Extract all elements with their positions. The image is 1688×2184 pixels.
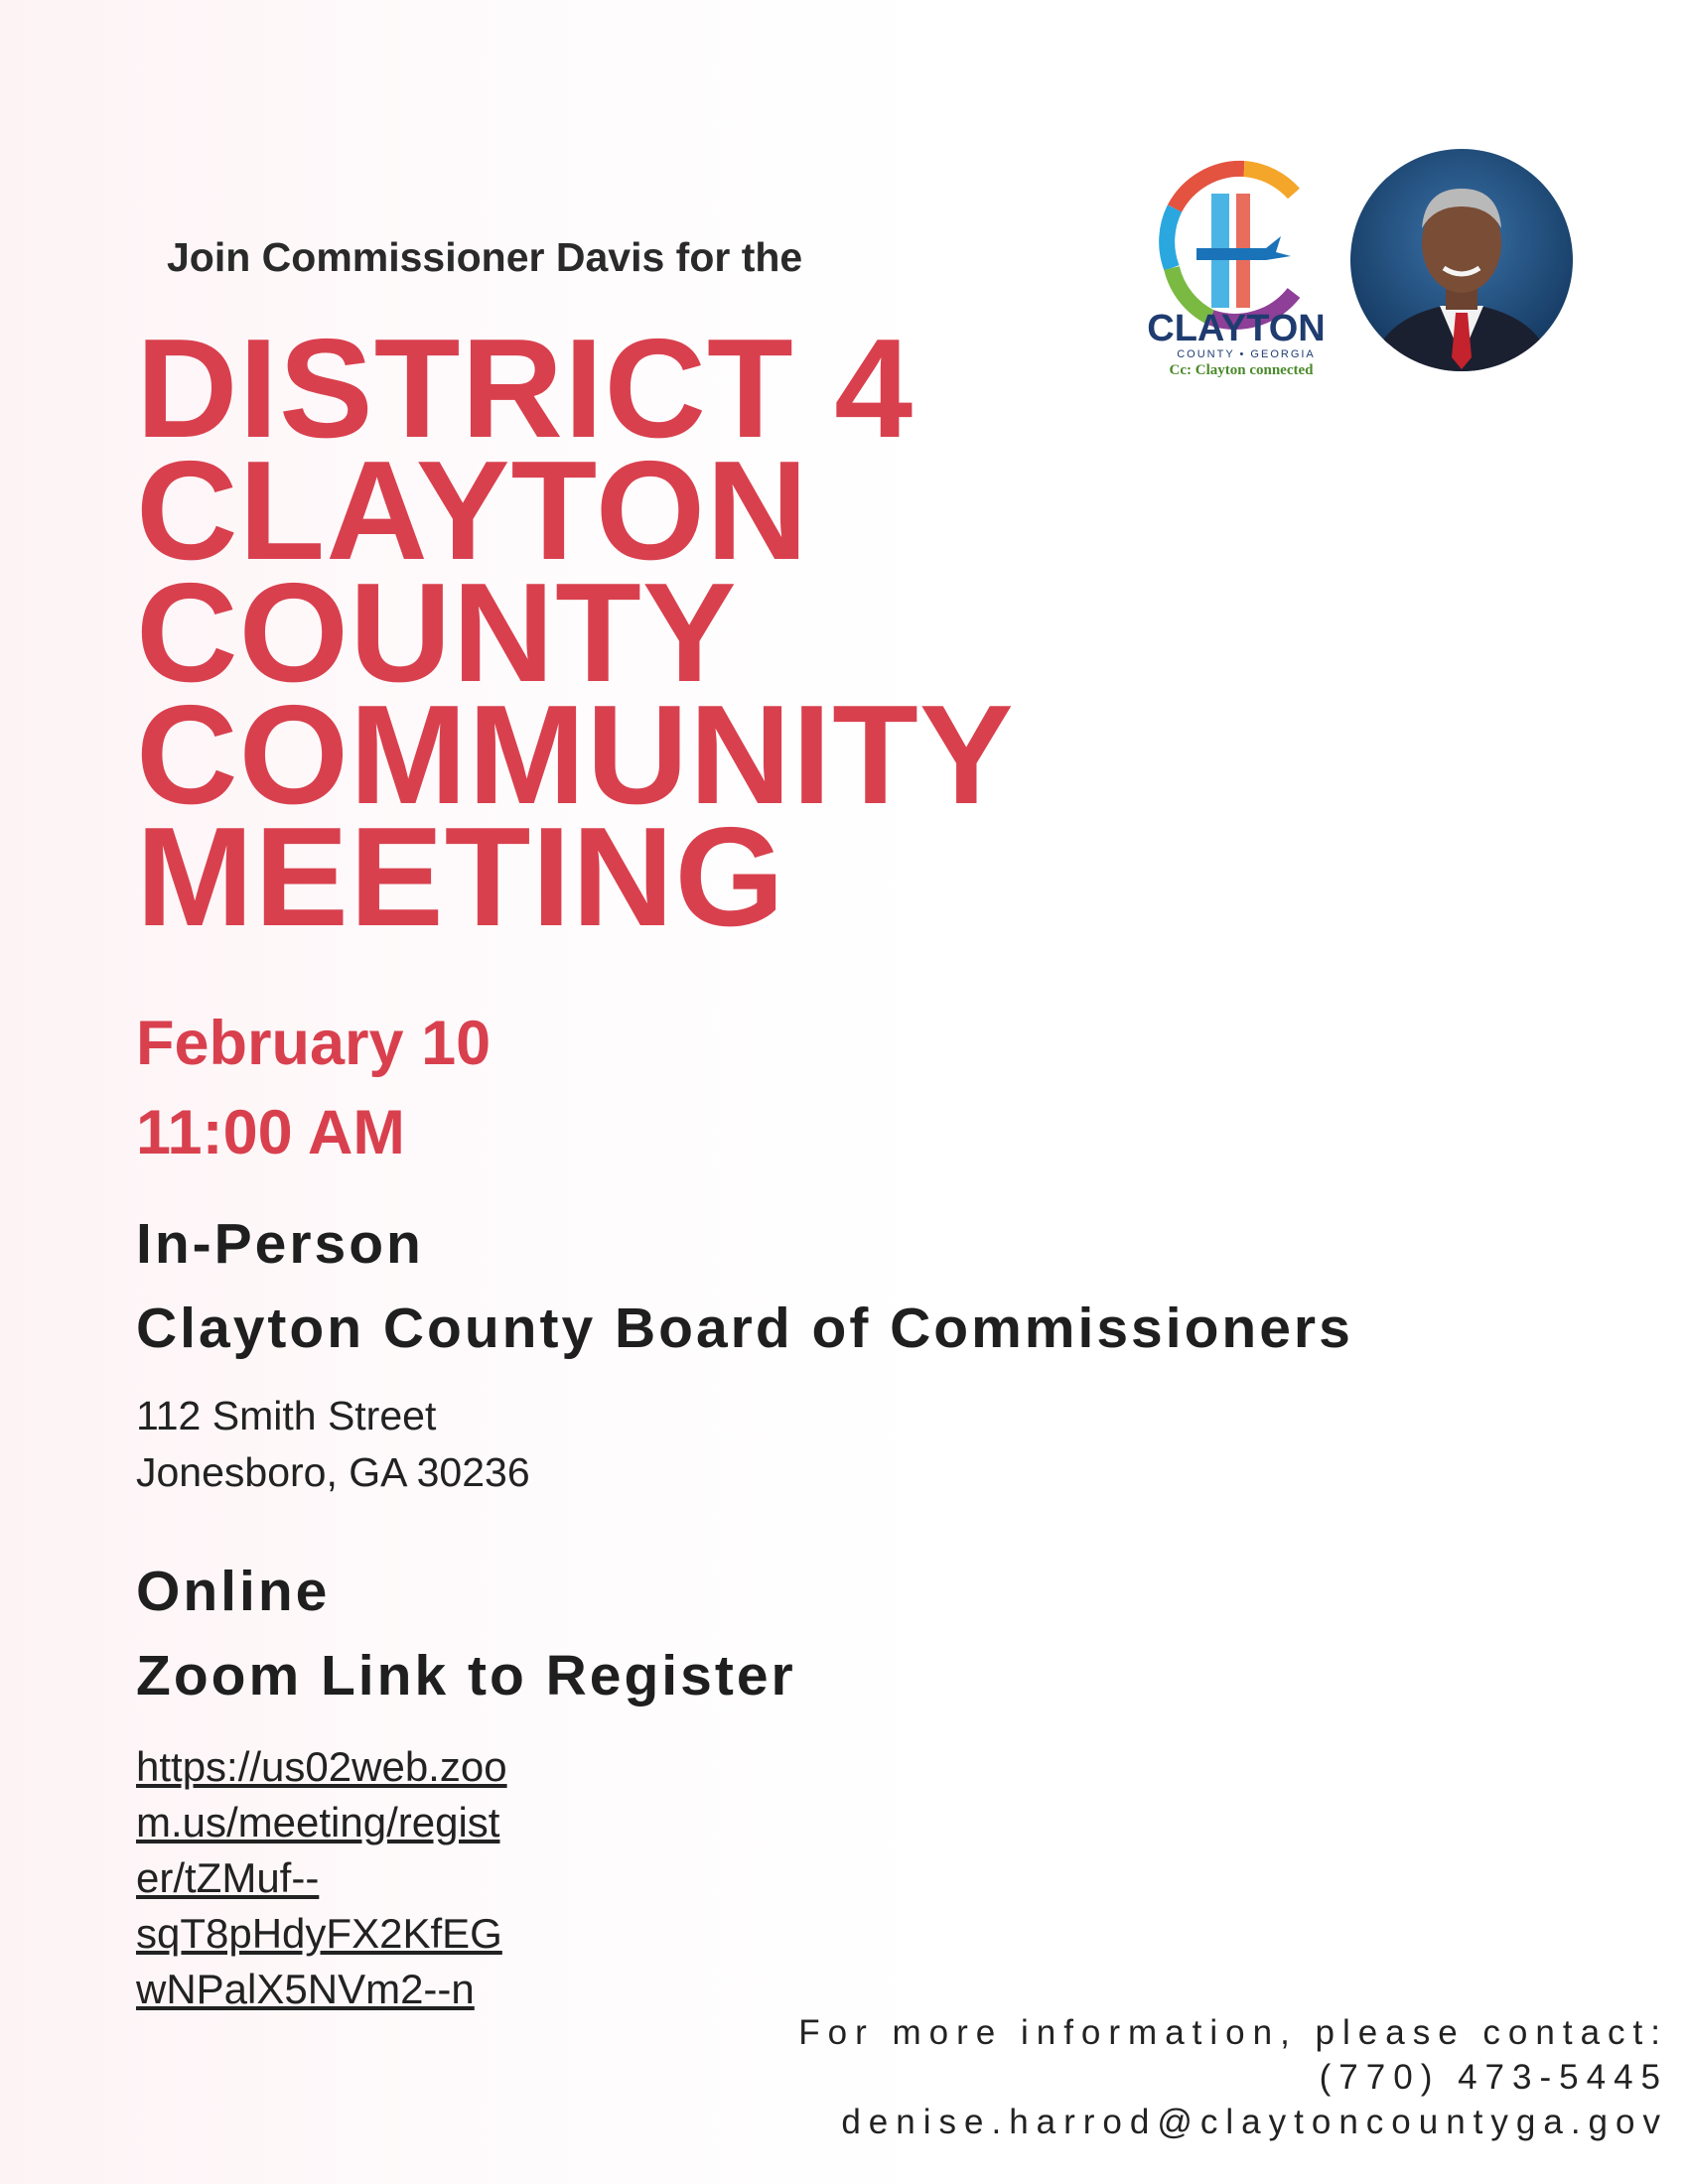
address-line-1: 112 Smith Street — [136, 1393, 437, 1438]
headline-line: CLAYTON — [136, 432, 809, 590]
zoom-register-link[interactable] — [136, 1739, 507, 2017]
contact-block — [798, 2010, 1668, 2144]
contact-email[interactable]: denise.harrod@claytoncountyga.gov — [841, 2103, 1668, 2141]
link-line: https://us02web.zoo — [136, 1743, 507, 1790]
zoom-heading: Zoom Link to Register — [136, 1644, 796, 1707]
intro-text: Join Commissioner Davis for the — [167, 234, 803, 280]
headline-line: MEETING — [136, 798, 785, 956]
in-person-heading: In-Person — [136, 1212, 424, 1276]
clayton-county-logo — [1117, 149, 1355, 377]
event-date: February 10 — [136, 1009, 492, 1078]
link-line: m.us/meeting/regist — [136, 1799, 500, 1845]
headline-line: COMMUNITY — [136, 676, 1015, 834]
headline-line: DISTRICT 4 — [136, 310, 914, 468]
link-line: er/tZMuf-- — [136, 1854, 320, 1901]
contact-label: For more information, please contact: — [798, 2013, 1668, 2052]
address-line-2: Jonesboro, GA 30236 — [136, 1449, 530, 1495]
event-time: 11:00 AM — [136, 1098, 405, 1167]
globe-icon — [1167, 169, 1294, 322]
event-headline — [136, 310, 1015, 956]
headline-line: COUNTY — [136, 554, 738, 712]
logo-name: CLAYTON — [1147, 308, 1326, 349]
link-line: sqT8pHdyFX2KfEG — [136, 1910, 502, 1957]
logo-sub: COUNTY • GEORGIA — [1177, 348, 1316, 360]
contact-phone: (770) 473-5445 — [1319, 2058, 1668, 2097]
venue-name: Clayton County Board of Commissioners — [136, 1297, 1353, 1360]
commissioner-photo — [1350, 149, 1573, 371]
online-heading: Online — [136, 1560, 331, 1623]
link-line: wNPalX5NVm2--n — [136, 1966, 475, 2012]
logo-tagline: Cc: Clayton connected — [1169, 362, 1314, 377]
